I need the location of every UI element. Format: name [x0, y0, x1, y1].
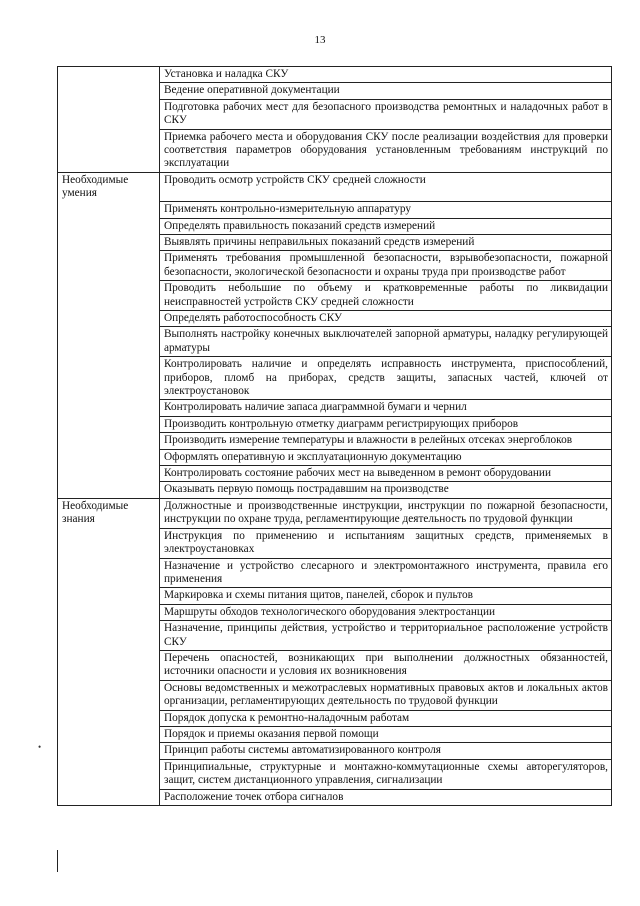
category-cell	[58, 650, 160, 680]
category-cell	[58, 759, 160, 789]
requirement-item: Контролировать состояние рабочих мест на выведенном в ремонт оборудовании	[160, 466, 612, 482]
requirement-item: Назначение, принципы действия, устройство и территориальное расположение устройств СКУ	[160, 621, 612, 651]
requirement-item: Должностные и производственные инструкции, инструкции по пожарной безопасности, инструкции по охране труда, регламентирующие деятельность по трудовой функции	[160, 498, 612, 528]
category-cell	[58, 710, 160, 726]
category-cell	[58, 99, 160, 129]
table-row	[58, 129, 612, 172]
table-row	[58, 759, 612, 789]
category-cell	[58, 311, 160, 327]
table-row	[58, 650, 612, 680]
category-cell	[58, 218, 160, 234]
table-row	[58, 743, 612, 759]
requirements-table-body	[58, 67, 612, 806]
page-number: 13	[314, 34, 326, 46]
category-cell: Необходимые знания	[58, 498, 160, 528]
category-cell	[58, 357, 160, 400]
table-row	[58, 416, 612, 432]
table-row	[58, 281, 612, 311]
category-cell	[58, 251, 160, 281]
table-row	[58, 528, 612, 558]
table-row	[58, 710, 612, 726]
category-cell	[58, 482, 160, 498]
table-row	[58, 172, 612, 201]
table-row	[58, 449, 612, 465]
requirement-item: Приемка рабочего места и оборудования СКУ после реализации воздействия для проверки соответствия параметров оборудования установленным требованиям инструкций по эксплуатации	[160, 129, 612, 172]
category-cell	[58, 558, 160, 588]
requirement-item: Оформлять оперативную и эксплуатационную документацию	[160, 449, 612, 465]
table-row	[58, 83, 612, 99]
table-row	[58, 558, 612, 588]
table-row	[58, 202, 612, 218]
category-cell	[58, 83, 160, 99]
category-cell	[58, 588, 160, 604]
table-row	[58, 726, 612, 742]
category-cell	[58, 789, 160, 805]
category-cell	[58, 680, 160, 710]
category-cell	[58, 234, 160, 250]
requirement-item: Выявлять причины неправильных показаний средств измерений	[160, 234, 612, 250]
requirement-item: Оказывать первую помощь пострадавшим на производстве	[160, 482, 612, 498]
category-cell	[58, 528, 160, 558]
table-row	[58, 604, 612, 620]
category-cell	[58, 129, 160, 172]
requirement-item: Контролировать наличие запаса диаграммной бумаги и чернил	[160, 400, 612, 416]
requirement-item: Расположение точек отбора сигналов	[160, 789, 612, 805]
requirement-item: Производить измерение температуры и влажности в релейных отсеках энергоблоков	[160, 433, 612, 449]
category-cell	[58, 743, 160, 759]
table-row	[58, 433, 612, 449]
table-row	[58, 400, 612, 416]
requirement-item: Контролировать наличие и определять исправность инструмента, приспособлений, приборов, пломб на приборах, средств защиты, запасных частей, ключей от электроустановок	[160, 357, 612, 400]
category-cell	[58, 202, 160, 218]
table-row	[58, 67, 612, 83]
table-row	[58, 251, 612, 281]
requirement-item: Применять требования промышленной безопасности, взрывобезопасности, пожарной безопасности, экологической безопасности и охраны труда при производстве работ	[160, 251, 612, 281]
requirement-item: Принципиальные, структурные и монтажно-коммутационные схемы авторегуляторов, защит, систем дистанционного управления, сигнализации	[160, 759, 612, 789]
table-row	[58, 357, 612, 400]
table-row	[58, 327, 612, 357]
table-row	[58, 218, 612, 234]
category-cell	[58, 726, 160, 742]
table-row	[58, 466, 612, 482]
table-row	[58, 311, 612, 327]
category-cell	[58, 400, 160, 416]
stray-mark: •	[38, 742, 42, 752]
table-row	[58, 588, 612, 604]
table-row	[58, 99, 612, 129]
category-cell	[58, 604, 160, 620]
table-row	[58, 234, 612, 250]
category-cell	[58, 621, 160, 651]
requirements-table	[57, 66, 612, 806]
table-row	[58, 789, 612, 805]
table-row	[58, 680, 612, 710]
table-row	[58, 621, 612, 651]
requirement-item: Подготовка рабочих мест для безопасного производства ремонтных и наладочных работ в СКУ	[160, 99, 612, 129]
requirement-item: Перечень опасностей, возникающих при выполнении должностных обязанностей, источники опасности и условия их возникновения	[160, 650, 612, 680]
requirement-item: Маркировка и схемы питания щитов, панелей, сборок и пультов	[160, 588, 612, 604]
requirement-item: Проводить небольшие по объему и кратковременные работы по ликвидации неисправностей устройств СКУ средней сложности	[160, 281, 612, 311]
requirement-item: Маршруты обходов технологического оборудования электростанции	[160, 604, 612, 620]
table-continuation-line	[57, 850, 58, 872]
requirement-item: Определять работоспособность СКУ	[160, 311, 612, 327]
requirement-item: Основы ведомственных и межотраслевых нормативных правовых актов и локальных актов организации, регламентирующих деятельность по трудовой функции	[160, 680, 612, 710]
category-cell	[58, 449, 160, 465]
requirement-item: Определять правильность показаний средств измерений	[160, 218, 612, 234]
requirement-item: Проводить осмотр устройств СКУ средней сложности	[160, 172, 612, 201]
category-cell	[58, 67, 160, 83]
requirement-item: Ведение оперативной документации	[160, 83, 612, 99]
table-row	[58, 498, 612, 528]
requirement-item: Принцип работы системы автоматизированного контроля	[160, 743, 612, 759]
requirement-item: Порядок допуска к ремонтно-наладочным работам	[160, 710, 612, 726]
category-cell	[58, 281, 160, 311]
requirement-item: Применять контрольно-измерительную аппаратуру	[160, 202, 612, 218]
category-cell	[58, 466, 160, 482]
requirement-item: Установка и наладка СКУ	[160, 67, 612, 83]
category-cell	[58, 433, 160, 449]
requirement-item: Выполнять настройку конечных выключателей запорной арматуры, наладку регулирующей арматуры	[160, 327, 612, 357]
requirement-item: Порядок и приемы оказания первой помощи	[160, 726, 612, 742]
table-row	[58, 482, 612, 498]
requirement-item: Производить контрольную отметку диаграмм регистрирующих приборов	[160, 416, 612, 432]
category-cell	[58, 416, 160, 432]
category-cell: Необходимые умения	[58, 172, 160, 201]
category-cell	[58, 327, 160, 357]
requirement-item: Инструкция по применению и испытаниям защитных средств, применяемых в электроустановках	[160, 528, 612, 558]
requirement-item: Назначение и устройство слесарного и электромонтажного инструмента, правила его применения	[160, 558, 612, 588]
